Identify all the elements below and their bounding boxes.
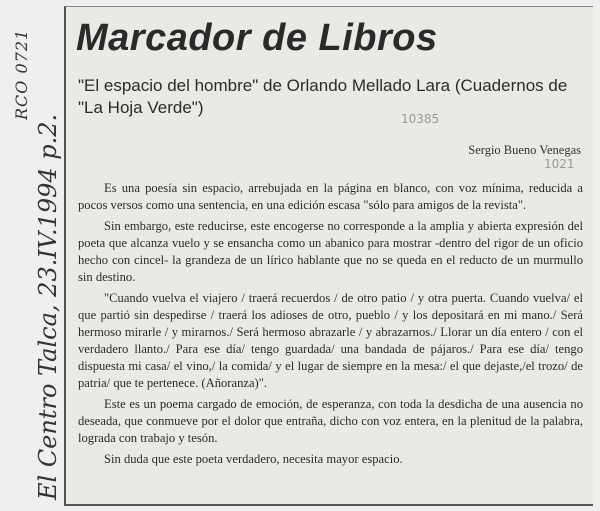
bottom-rule bbox=[66, 504, 593, 506]
paragraph: Es una poesía sin espacio, arrebujada en la página en blanco, con voz mínima, reducida a pocos versos como una sentencia, en una edición escasa "sólo para amigos de la revista". bbox=[78, 181, 583, 212]
column-title: Marcador de Libros bbox=[76, 17, 438, 59]
paragraph: Este es un poema cargado de emoción, de esperanza, con toda la desdicha de una ausencia no deseada, que conmueve por el dolor que entraña, dicho con voz entera, en la plenitud de la palabra, lograda con trabajo y tesón. bbox=[78, 397, 583, 445]
paragraph: "Cuando vuelva el viajero / traerá recuerdos / de otro patio / y otra puerta. Cuando vuelva/ el que partió sin despedirse / traerá los adioses de otro, pueblo / y los depositará en mi mano./ Será hermoso mirarle / y mirarnos./ Será hermoso abrazarle / y abrazarnos./ Llorar un día entero / con el verdadero llanto./ Para ese día/ tengo guardada/ una bandada de pájaros./ Para ese día/ tengo dispuesta mi casa/ el vino,/ la comida/ y el lugar de siempre en la mesa:/ el que dejaste,/el trozo/ de patria/ que te pertenece. (Añoranza)". bbox=[78, 291, 583, 390]
newspaper-clipping bbox=[64, 6, 593, 506]
handwritten-source-note: El Centro Talca, 23.IV.1994 p.2. bbox=[34, 113, 62, 500]
author-byline: Sergio Bueno Venegas bbox=[468, 143, 581, 157]
paragraph: Sin embargo, este reducirse, este encogerse no corresponde a la amplia y abierta expresión del poeta que alcanza vuelo y se ensancha como un abanico para mostrar -dentro del rigor de un oficio hecho con cincel- la grandeza de un lírico hablante que no se queda en el reducto de un murmullo sin destino. bbox=[78, 219, 583, 284]
pencil-mark: 10385 bbox=[401, 112, 440, 126]
paragraph: Sin duda que este poeta verdadero, necesita mayor espacio. bbox=[104, 452, 403, 466]
article-body bbox=[78, 180, 583, 472]
margin-annotation bbox=[0, 0, 62, 511]
article-headline: "El espacio del hombre" de Orlando Mellado Lara (Cuadernos de "La Hoja Verde") bbox=[78, 76, 568, 117]
archive-code: RCO 0721 bbox=[12, 28, 31, 120]
pencil-mark: 1021 bbox=[544, 157, 575, 171]
